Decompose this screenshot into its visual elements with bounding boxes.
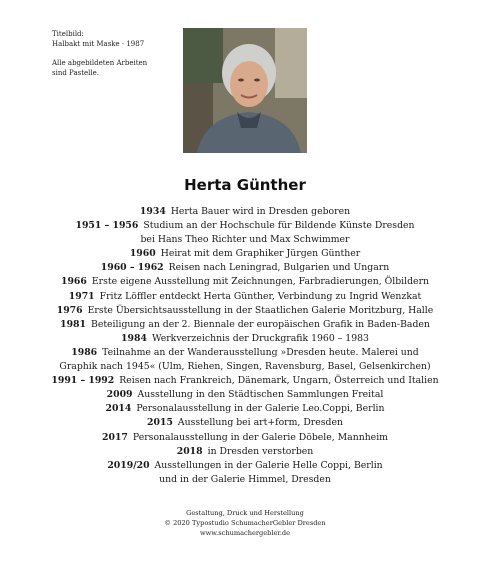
- chronology-text: Ausstellung bei art+form, Dresden: [177, 417, 343, 429]
- chronology-entry: [30, 445, 460, 459]
- chronology-year: 1971: [68, 290, 95, 302]
- chronology-text: Reisen nach Leningrad, Bulgarien und Ungarn: [168, 262, 390, 274]
- chronology-entry: [30, 346, 460, 374]
- chronology-year: 1934: [139, 206, 166, 217]
- chronology-text: Herta Bauer wird in Dresden geboren: [170, 206, 351, 217]
- chronology-year: 1960 – 1962: [100, 262, 164, 274]
- chronology-text: Ausstellungen in der Galerie Helle Coppi, Berlin: [154, 459, 383, 471]
- chronology-text: Erste eigene Ausstellung mit Zeichnungen, Farbradierungen, Ölbildern: [91, 276, 429, 288]
- caption-note-line1: Alle abgebildeten Arbeiten: [52, 59, 148, 67]
- chronology-entry: [30, 219, 460, 247]
- chronology-year: 1986: [71, 346, 98, 358]
- chronology-entry: [30, 459, 460, 487]
- chronology-text: Reisen nach Frankreich, Dänemark, Ungarn, Österreich und Italien: [119, 375, 439, 387]
- colophon-line3: www.schumachergebler.de: [200, 529, 290, 537]
- chronology-year: 2015: [147, 417, 173, 429]
- chronology-year: 1981: [60, 318, 86, 330]
- chronology-entry: [30, 318, 460, 332]
- chronology-text: Teilnahme an der Wanderausstellung »Dresden heute. Malerei und: [102, 346, 419, 358]
- chronology-entry: [30, 416, 460, 430]
- chronology-entry: [30, 332, 460, 346]
- chronology-entry: [30, 402, 460, 416]
- caption-title-work: Halbakt mit Maske · 1987: [52, 39, 145, 48]
- chronology-entry: [30, 304, 460, 318]
- chronology-entry: [30, 275, 460, 289]
- chronology-text: Personalausstellung in der Galerie Döbele, Mannheim: [132, 431, 388, 443]
- chronology-list: [30, 205, 460, 487]
- chronology-text: Werkverzeichnis der Druckgrafik 1960 – 1983: [151, 332, 369, 344]
- chronology-entry: [30, 205, 460, 219]
- chronology-text: Personalausstellung in der Galerie Leo.Coppi, Berlin: [136, 403, 385, 415]
- colophon-line2: © 2020 Typostudio SchumacherGebler Dresden: [164, 519, 326, 527]
- chronology-text: Ausstellung in den Städtischen Sammlungen Freital: [137, 389, 384, 401]
- caption-note-line2: sind Pastelle.: [52, 68, 100, 77]
- chronology-year: 2018: [176, 445, 203, 457]
- portrait-photo: [183, 28, 307, 153]
- chronology-year: 1960: [129, 248, 156, 260]
- chronology-year: 2014: [105, 403, 132, 415]
- chronology-entry: [30, 374, 460, 388]
- chronology-year: 1984: [121, 332, 147, 344]
- chronology-year: 1966: [60, 276, 87, 288]
- cover-caption: [52, 30, 177, 88]
- chronology-text-continuation: und in der Galerie Himmel, Dresden: [159, 473, 331, 485]
- chronology-entry: [30, 290, 460, 304]
- chronology-year: 1991 – 1992: [51, 375, 115, 387]
- colophon-line1: Gestaltung, Druck und Herstellung: [186, 509, 304, 517]
- chronology-text: Heirat mit dem Graphiker Jürgen Günther: [160, 248, 361, 260]
- caption-title-label: Titelbild:: [52, 30, 84, 38]
- colophon: [0, 508, 490, 538]
- chronology-text: in Dresden verstorben: [207, 445, 314, 457]
- chronology-text-continuation: bei Hans Theo Richter und Max Schwimmer: [140, 234, 350, 246]
- chronology-year: 1951 – 1956: [75, 220, 139, 232]
- chronology-year: 2009: [106, 389, 133, 401]
- chronology-entry: [30, 261, 460, 275]
- chronology-text: Fritz Löffler entdeckt Herta Günther, Verbindung zu Ingrid Wenzkat: [99, 290, 422, 302]
- chronology-entry: [30, 388, 460, 402]
- chronology-text-continuation: Graphik nach 1945« (Ulm, Riehen, Singen, Ravensburg, Basel, Gelsenkirchen): [59, 361, 431, 373]
- chronology-text: Erste Übersichtsausstellung in der Staatlichen Galerie Moritzburg, Halle: [87, 304, 434, 316]
- chronology-text: Studium an der Hochschule für Bildende Künste Dresden: [143, 220, 415, 232]
- chronology-year: 2017: [102, 431, 128, 443]
- chronology-entry: [30, 247, 460, 261]
- portrait-illustration: [183, 28, 307, 153]
- chronology-year: 1976: [56, 304, 83, 316]
- chronology-entry: [30, 431, 460, 445]
- chronology-year: 2019/20: [107, 459, 150, 471]
- artist-name: Herta Günther: [184, 176, 306, 194]
- chronology-text: Beteiligung an der 2. Biennale der europäischen Grafik in Baden-Baden: [90, 318, 430, 330]
